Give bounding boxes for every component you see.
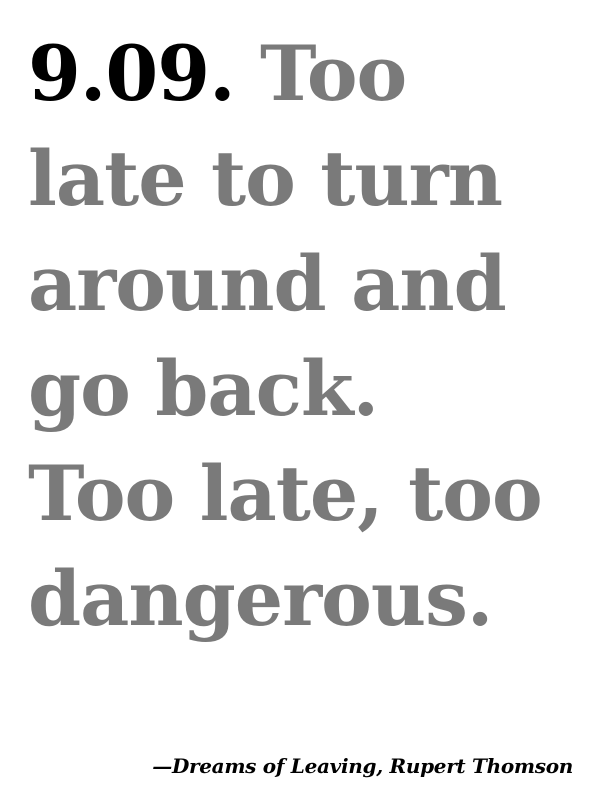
quote-line-5: Too late, too: [28, 449, 542, 538]
quote-block: [28, 21, 588, 651]
quote-line-4: go back.: [28, 344, 379, 433]
quote-line-1: [28, 21, 588, 126]
time-stamp: 9.09.: [28, 29, 235, 118]
quote-line-text: Too: [234, 29, 407, 118]
attribution: —Dreams of Leaving, Rupert Thomson: [152, 754, 573, 778]
quote-line-3: around and: [28, 239, 506, 328]
quote-line-6: dangerous.: [28, 554, 493, 643]
quote-line-2: late to turn: [28, 134, 502, 223]
